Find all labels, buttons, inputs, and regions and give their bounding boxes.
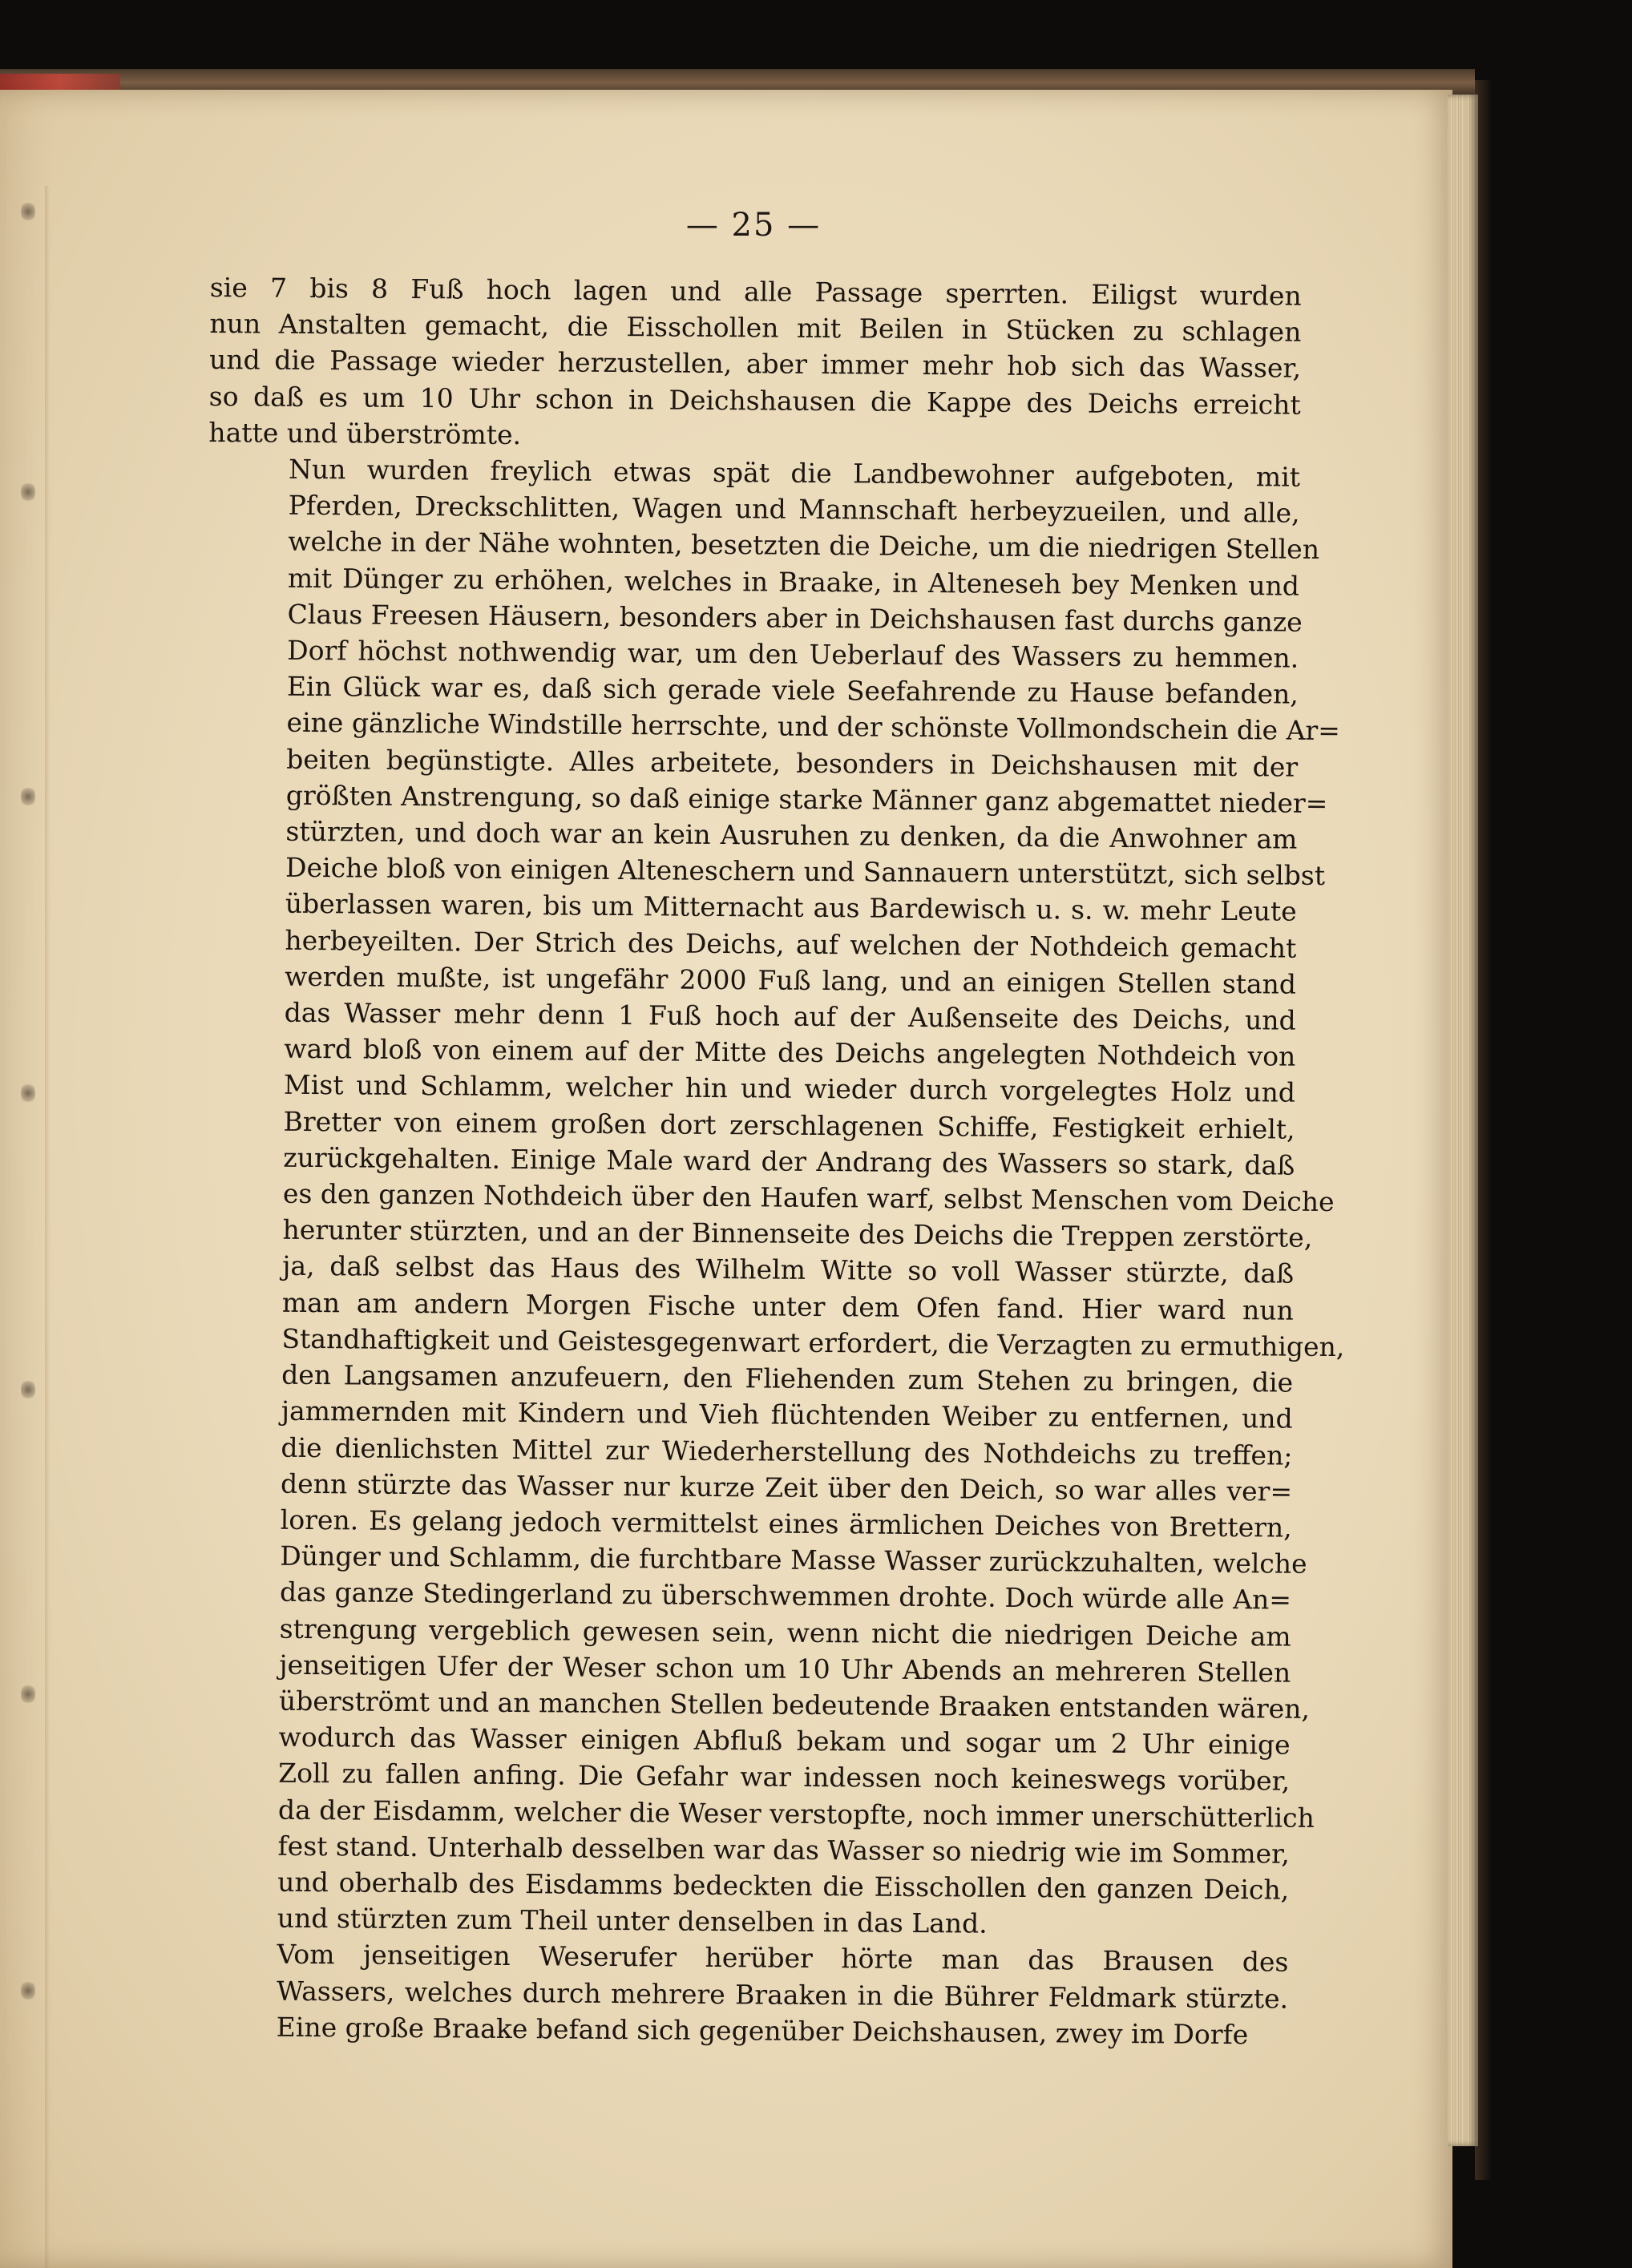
page-stack-edge bbox=[1448, 95, 1478, 2146]
text-line: es den ganzen Nothdeich über den Haufen warf, selbst Menschen vom Deiche bbox=[282, 1177, 1335, 1218]
text-line: Deiche bloß von einigen Alteneschern und Sannauern unterstützt, sich selbst bbox=[285, 852, 1326, 892]
text-line: und stürzten zum Theil unter denselben in das Land. bbox=[277, 1902, 988, 1939]
text-line: herunter stürzten, und an der Binnenseite des Deichs die Treppen zerstörte, bbox=[282, 1214, 1313, 1254]
text-line: da der Eisdamm, welcher die Weser verstopfte, noch immer unerschütterlich bbox=[277, 1794, 1315, 1834]
text-line: fest stand. Unterhalb desselben war das Wasser so niedrig wie im Sommer, bbox=[277, 1830, 1290, 1870]
binding-hole bbox=[21, 1378, 35, 1401]
text-line: herbeyeilten. Der Strich des Deichs, auf welchen der Nothdeich gemacht bbox=[285, 924, 1297, 964]
text-line: Nun wurden freylich etwas spät die Landbewohner aufgeboten, mit bbox=[288, 453, 1301, 493]
text-line: Dünger und Schlamm, die furchtbare Masse Wasser zurückzuhalten, welche bbox=[280, 1540, 1307, 1580]
text-line: beiten begünstigte. Alles arbeitete, besonders in Deichshausen mit der bbox=[286, 743, 1299, 783]
text-line: sie 7 bis 8 Fuß hoch lagen und alle Passage sperrten. Eiligst wurden bbox=[209, 271, 1302, 312]
binding-holes bbox=[21, 160, 37, 2084]
paragraph bbox=[196, 1935, 1289, 2052]
text-line: überströmt und an manchen Stellen bedeutende Braaken entstanden wären, bbox=[278, 1685, 1311, 1725]
binding-hole bbox=[21, 1082, 35, 1104]
text-line: loren. Es gelang jedoch vermittelst eines ärmlichen Deiches von Brettern, bbox=[280, 1503, 1292, 1544]
text-line: das Wasser mehr denn 1 Fuß hoch auf der Außenseite des Deichs, und bbox=[284, 996, 1296, 1036]
binding-hole bbox=[21, 785, 35, 808]
text-line: hatte und überströmte. bbox=[208, 416, 522, 450]
text-line: strengung vergeblich gewesen sein, wenn nicht die niedrigen Deiche am bbox=[279, 1612, 1291, 1653]
text-line: werden mußte, ist ungefähr 2000 Fuß lang, und an einigen Stellen stand bbox=[284, 960, 1297, 1000]
binding-hole bbox=[21, 1979, 35, 2002]
text-line: welche in der Nähe wohnten, besetzten die Deiche, um die niedrigen Stellen bbox=[288, 526, 1320, 566]
text-line: jenseitigen Ufer der Weser schon um 10 Uhr Abends an mehreren Stellen bbox=[279, 1649, 1291, 1689]
text-line: denn stürzte das Wasser nur kurze Zeit über den Deich, so war alles ver= bbox=[280, 1467, 1293, 1507]
text-line: Mist und Schlamm, welcher hin und wieder durch vorgelegtes Holz und bbox=[283, 1069, 1296, 1109]
text-line: und die Passage wieder herzustellen, aber immer mehr hob sich das Wasser, bbox=[208, 344, 1302, 385]
text-line: Bretter von einem großen dort zerschlagenen Schiffe, Festigkeit erhielt, bbox=[283, 1105, 1295, 1145]
text-line: so daß es um 10 Uhr schon in Deichshausen die Kappe des Deichs erreicht bbox=[208, 380, 1301, 421]
text-line: nun Anstalten gemacht, die Eisschollen mit Beilen in Stücken zu schlagen bbox=[209, 308, 1302, 348]
text-line: man am andern Morgen Fische unter dem Ofen fand. Hier ward nun bbox=[281, 1286, 1294, 1326]
text-line: jammernden mit Kindern und Vieh flüchtenden Weiber zu entfernen, und bbox=[281, 1395, 1293, 1435]
text-line: Standhaftigkeit und Geistesgegenwart erfordert, die Verzagten zu ermuthigen, bbox=[281, 1322, 1345, 1363]
text-line: ja, daß selbst das Haus des Wilhelm Witte so voll Wasser stürzte, daß bbox=[282, 1250, 1295, 1290]
text-line: Claus Freesen Häusern, besonders aber in Deichshausen fast durchs ganze bbox=[287, 598, 1303, 638]
text-line: stürzten, und doch war an kein Ausruhen zu denken, da die Anwohner am bbox=[285, 815, 1298, 855]
red-bookmark-edge bbox=[0, 74, 120, 91]
text-line: die dienlichsten Mittel zur Wiederherstellung des Nothdeichs zu treffen; bbox=[281, 1431, 1293, 1471]
binding-hole bbox=[21, 481, 35, 503]
text-line: den Langsamen anzufeuern, den Fliehenden zum Stehen zu bringen, die bbox=[281, 1358, 1294, 1398]
text-line: das ganze Stedingerland zu überschwemmen drohte. Doch würde alle An= bbox=[279, 1576, 1292, 1616]
text-line: eine gänzliche Windstille herrschte, und der schönste Vollmondschein die Ar= bbox=[286, 707, 1341, 747]
text-line: mit Dünger zu erhöhen, welches in Braake, in Alteneseh bey Menken und bbox=[287, 562, 1300, 602]
text-line: überlassen waren, bis um Mitternacht aus Bardewisch u. s. w. mehr Leute bbox=[285, 888, 1297, 928]
text-line: Ein Glück war es, daß sich gerade viele Seefahrende zu Hause befanden, bbox=[286, 671, 1299, 710]
text-line: Wassers, welches durch mehrere Braaken in die Bührer Feldmark stürzte. bbox=[276, 1975, 1289, 2015]
text-line: Eine große Braake befand sich gegenüber Deichshausen, zwey im Dorfe bbox=[276, 2011, 1249, 2050]
text-line: wodurch das Wasser einigen Abfluß bekam und sogar um 2 Uhr einige bbox=[278, 1721, 1291, 1761]
binding-hole bbox=[21, 1683, 35, 1705]
text-line: größten Anstrengung, so daß einige starke Männer ganz abgemattet nieder= bbox=[285, 779, 1328, 819]
paragraph bbox=[197, 450, 1345, 1944]
text-line: Zoll zu fallen anfing. Die Gefahr war indessen noch keineswegs vorüber, bbox=[278, 1757, 1291, 1797]
page-number: — 25 — bbox=[685, 207, 822, 244]
text-line: Vom jenseitigen Weserufer herüber hörte man das Brausen des bbox=[277, 1939, 1289, 1978]
text-line: Pferden, Dreckschlitten, Wagen und Mannschaft herbeyzueilen, und alle, bbox=[288, 489, 1300, 529]
gutter-shadow bbox=[45, 186, 50, 2268]
text-line: Dorf höchst nothwendig war, um den Ueberlauf des Wassers zu hemmen. bbox=[287, 634, 1299, 674]
paragraph bbox=[208, 269, 1302, 459]
text-line: und oberhalb des Eisdamms bedeckten die Eisschollen den ganzen Deich, bbox=[277, 1866, 1290, 1906]
text-line: ward bloß von einem auf der Mitte des Deichs angelegten Nothdeich von bbox=[284, 1033, 1296, 1072]
text-line: zurückgehalten. Einige Male ward der Andrang des Wassers so stark, daß bbox=[283, 1141, 1295, 1181]
body-text bbox=[196, 269, 1345, 2053]
